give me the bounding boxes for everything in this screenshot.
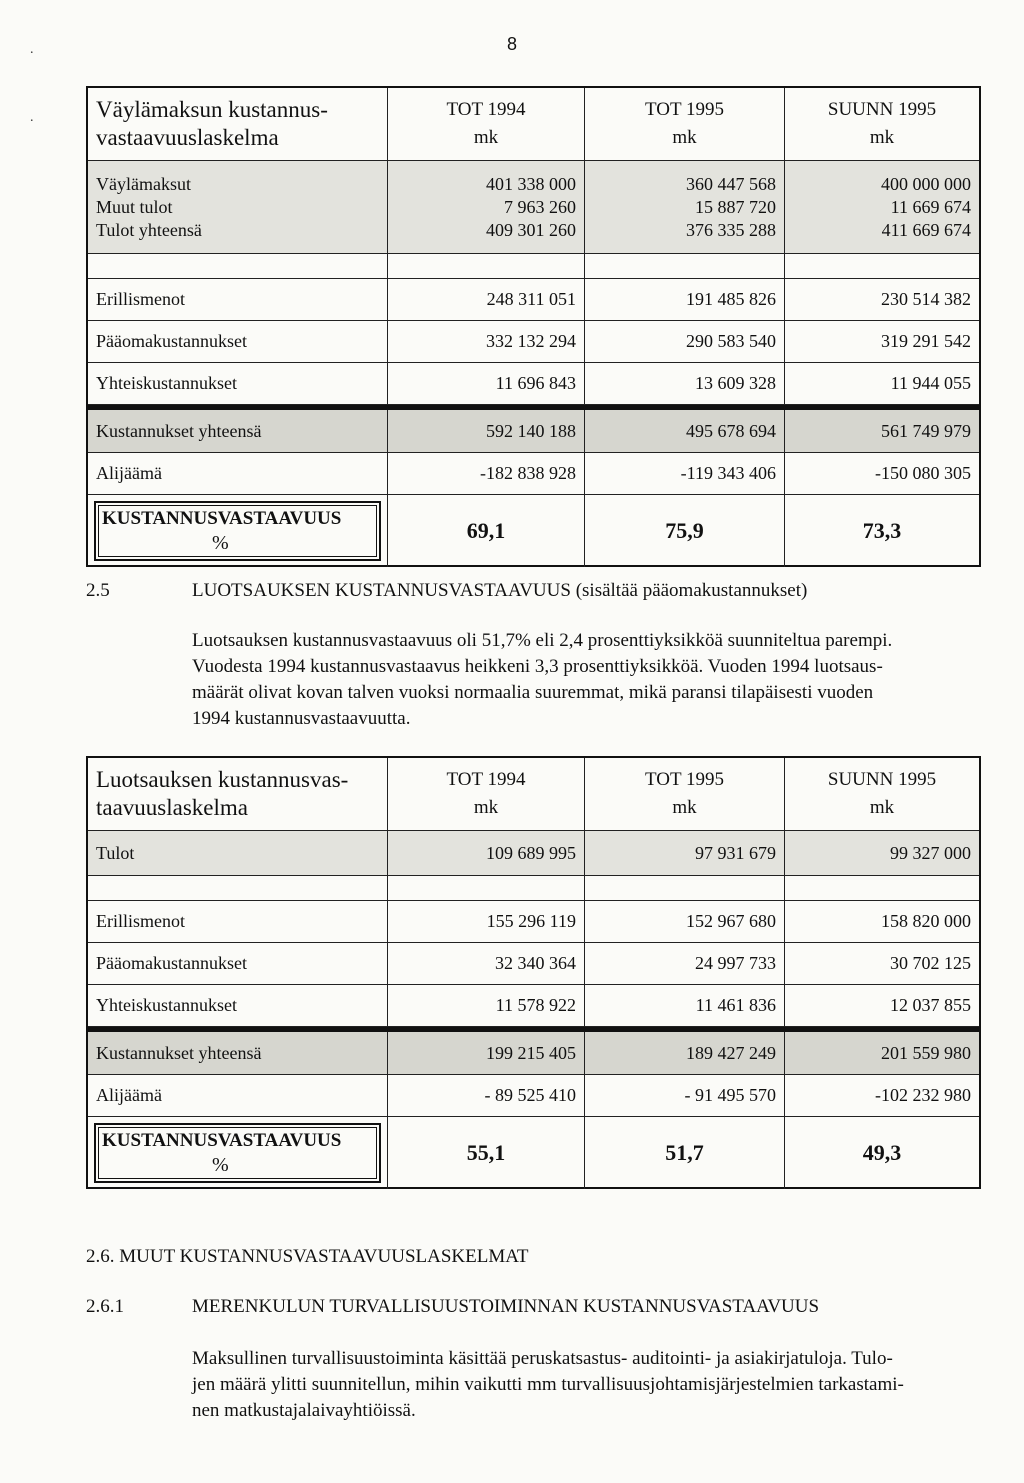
coverage-row xyxy=(88,495,979,565)
section-number: 2.5 xyxy=(86,580,110,601)
table-header xyxy=(88,88,979,161)
luotsaus-table xyxy=(86,756,981,1189)
spacer-row xyxy=(88,876,979,901)
income-labels: Väylämaksut Muut tulot Tulot yhteensä xyxy=(88,161,388,253)
total-row: Kustannukset yhteensä 199 215 405 189 427 249 201 559 980 xyxy=(88,1027,979,1075)
section-number: 2.6.1 xyxy=(86,1296,124,1317)
income-rows xyxy=(88,161,979,254)
section-paragraph: Luotsauksen kustannusvastaavuus oli 51,7% eli 2,4 prosenttiyksikköä suunniteltua parempi. Vuodesta 1994 kustannusvastaavus heikkeni 3,3 prosenttiyksikköä. Vuoden 1994 luotsaus- määrät olivat kovan talven vuoksi normaalia suuremmat, mikä paransi tilapäisesti vuoden 1994 kustannusvastaavuutta. xyxy=(192,630,893,729)
column-header: SUUNN 1995 mk xyxy=(827,769,937,818)
deficit-row: Alijäämä - 89 525 410 - 91 495 570 -102 232 980 xyxy=(88,1075,979,1117)
section-title: MERENKULUN TURVALLISUUSTOIMINNAN KUSTANNUSVASTAAVUUS xyxy=(192,1296,820,1317)
income-values: 401 338 000 7 963 260 409 301 260 xyxy=(388,161,585,253)
table-title: Luotsauksen kustannusvas- taavuuslaskelma xyxy=(88,758,388,830)
column-header: SUUNN 1995 mk xyxy=(827,99,937,148)
table-row: Pääomakustannukset 32 340 364 24 997 733 30 702 125 xyxy=(88,943,979,985)
table-title: Väylämaksun kustannus- vastaavuuslaskelma xyxy=(88,88,388,160)
section-title: LUOTSAUKSEN KUSTANNUSVASTAAVUUS (sisältää pääomakustannukset) xyxy=(192,580,808,601)
column-header: TOT 1995 mk xyxy=(585,758,785,830)
income-values: 360 447 568 15 887 720 376 335 288 xyxy=(585,161,785,253)
section-heading: 2.6. MUUT KUSTANNUSVASTAAVUUSLASKELMAT xyxy=(86,1246,529,1267)
table-header xyxy=(88,758,979,831)
section-paragraph: Maksullinen turvallisuustoiminta käsittää peruskatsastus- auditointi- ja asiakirjatuloja. Tulo- jen määrä ylitti suunnitellun, mihin vaikutti mm turvallisuusjohtamisjärjestelmien tarkastami- nen matkustajalaivayhtiöissä. xyxy=(192,1348,904,1421)
page-number: 8 xyxy=(506,34,517,54)
table-row: Erillismenot 248 311 051 191 485 826 230 514 382 xyxy=(88,279,979,321)
income-row: Tulot 109 689 995 97 931 679 99 327 000 xyxy=(88,831,979,876)
vaylamaksu-table xyxy=(86,86,981,567)
coverage-label: KUSTANNUSVASTAAVUUS % xyxy=(88,495,388,567)
column-header: TOT 1994 mk xyxy=(388,88,585,160)
margin-mark: . xyxy=(30,42,34,57)
table-row: Yhteiskustannukset 11 696 843 13 609 328 11 944 055 xyxy=(88,363,979,405)
coverage-row xyxy=(88,1117,979,1187)
margin-mark: . xyxy=(30,110,34,125)
income-values: 400 000 000 11 669 674 411 669 674 xyxy=(881,173,971,240)
column-header: TOT 1995 mk xyxy=(585,88,785,160)
coverage-value: 49,3 xyxy=(862,1140,902,1165)
table-row: Erillismenot 155 296 119 152 967 680 158 820 000 xyxy=(88,901,979,943)
coverage-value: 75,9 xyxy=(585,495,785,567)
column-header: TOT 1994 mk xyxy=(388,758,585,830)
total-row: Kustannukset yhteensä 592 140 188 495 678 694 561 749 979 xyxy=(88,405,979,453)
coverage-value: 69,1 xyxy=(388,495,585,567)
coverage-value: 73,3 xyxy=(862,518,902,543)
spacer-row xyxy=(88,254,979,279)
table-row: Pääomakustannukset 332 132 294 290 583 540 319 291 542 xyxy=(88,321,979,363)
deficit-row: Alijäämä -182 838 928 -119 343 406 -150 080 305 xyxy=(88,453,979,495)
table-row: Yhteiskustannukset 11 578 922 11 461 836 12 037 855 xyxy=(88,985,979,1027)
coverage-label: KUSTANNUSVASTAAVUUS % xyxy=(88,1117,388,1189)
coverage-value: 55,1 xyxy=(388,1117,585,1189)
coverage-value: 51,7 xyxy=(585,1117,785,1189)
